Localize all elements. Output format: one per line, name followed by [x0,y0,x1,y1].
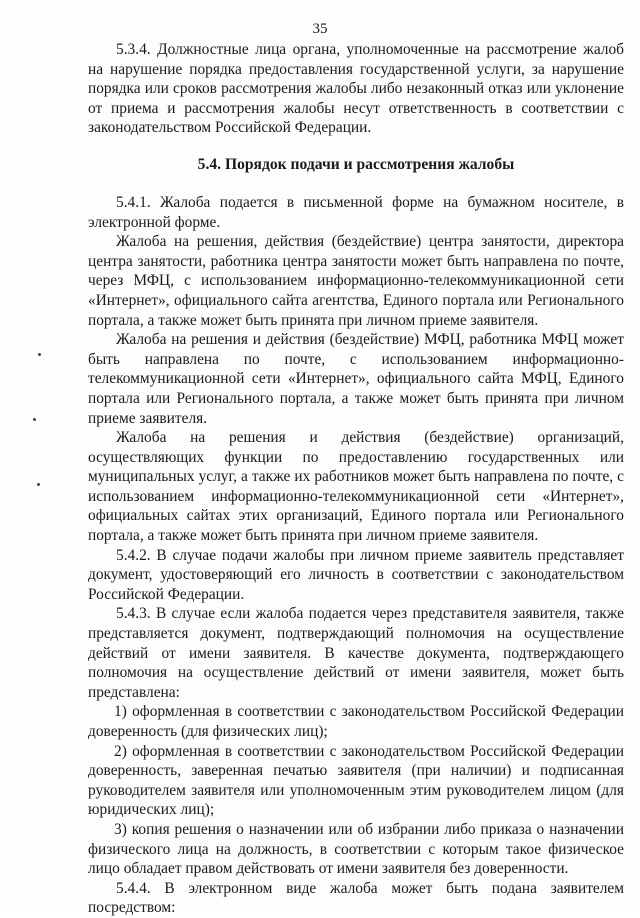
scan-mark [33,418,36,421]
document-body [88,40,624,918]
paragraph-5-4-4: 5.4.4. В электронном виде жалоба может быть подана заявителем посредством: [88,879,624,917]
paragraph-mfc: Жалоба на решения и действия (бездействие) МФЦ, работника МФЦ может быть направлена по почте, с использованием информационно-телекоммуникационной сети «Интернет», официального сайта МФЦ, Единого портала или Регионального портала, а также может быть принята при личном приеме заявителя. [88,331,624,427]
list-item: 2) оформленная в соответствии с законодательством Российской Федерации доверенность, заверенная печатью заявителя (при наличии) и подписанная руководителем заявителя или уполномоченным этим руководителем лицом (для юридических лиц); [88,742,624,819]
scan-mark [37,483,40,486]
paragraph-5-3-4: 5.3.4. Должностные лица органа, уполномоченные на рассмотрение жалоб на нарушение порядка предоставления государственной услуги, за нарушение порядка или сроков рассмотрения жалобы либо незаконный отказ или уклонение от приема и рассмотрения жалобы несут ответственность в соответствии с законодательством Российской Федерации. [88,41,624,137]
paragraph-5-4-3: 5.4.3. В случае если жалоба подается через представителя заявителя, также представляется документ, подтверждающий полномочия на осуществление действий от имени заявителя. В качестве документа, подтверждающего полномочия на осуществление действий от имени заявителя, может быть представлена: [88,605,624,701]
paragraph-5-4-1: 5.4.1. Жалоба подается в письменной форме на бумажном носителе, в электронной форме. [88,193,624,231]
section-heading: 5.4. Порядок подачи и рассмотрения жалобы [197,155,515,173]
list-item: 3) копия решения о назначении или об избрании либо приказа о назначении физического лица на должность, в соответствии с которым такое физическое лицо обладает правом действовать от имени заявителя без доверенности. [88,820,624,878]
paragraph-employment-center: Жалоба на решения, действия (бездействие) центра занятости, директора центра занятости, работника центра занятости может быть направлена по почте, через МФЦ, с использованием информационно-телекоммуникационной сети «Интернет», официального сайта агентства, Единого портала или Регионального портала, а также может быть принята при личном приеме заявителя. [88,233,624,329]
paragraph-organizations: Жалоба на решения и действия (бездействие) организаций, осуществляющих функции по предоставлению государственных или муниципальных услуг, а также их работников может быть направлена по почте, с использованием информационно-телекоммуникационной сети «Интернет», официальных сайтах этих организаций, Единого портала или Регионального портала, а также может быть принята при личном приеме заявителя. [88,429,624,545]
page-number: 35 [312,21,328,37]
list-item: 1) оформленная в соответствии с законодательством Российской Федерации доверенность (для физических лиц); [88,703,624,740]
paragraph-5-4-2: 5.4.2. В случае подачи жалобы при личном приеме заявитель представляет документ, удостоверяющий его личность в соответствии с законодательством Российской Федерации. [88,546,624,603]
scan-mark [38,353,41,356]
